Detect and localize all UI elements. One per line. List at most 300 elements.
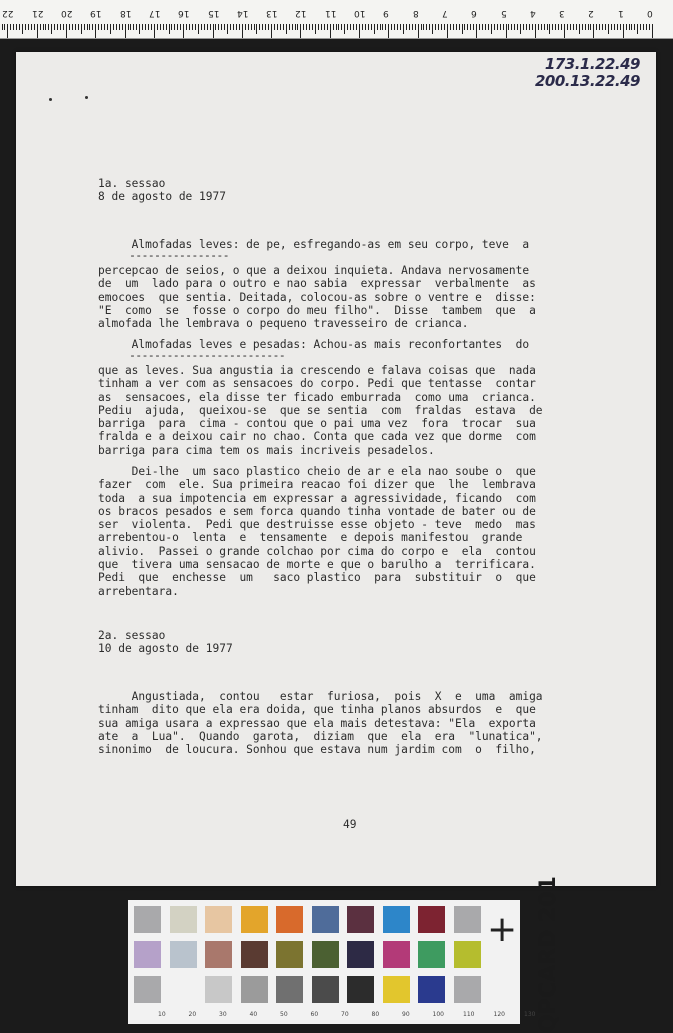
text-line: arrebentou-o lenta e tensamente e depois manifestou grande bbox=[98, 531, 523, 545]
ruler-tick bbox=[464, 24, 465, 30]
paragraph-1-heading: Almofadas leves: de pe, esfregando-as em seu corpo, teve a bbox=[98, 238, 530, 251]
ruler-tick bbox=[467, 24, 468, 30]
ruler-tick bbox=[429, 24, 430, 30]
ruler-number: 22 bbox=[2, 8, 14, 18]
ruler-tick bbox=[297, 24, 298, 30]
ruler-tick bbox=[549, 24, 550, 34]
ruler-tick bbox=[306, 24, 307, 30]
paragraph-2-body bbox=[98, 364, 543, 457]
paragraph-1-underline: ---------------- bbox=[98, 249, 229, 262]
ruler-tick bbox=[48, 24, 49, 30]
card-scale-number: 60 bbox=[310, 1011, 319, 1018]
color-swatch bbox=[276, 906, 303, 933]
ruler-tick bbox=[274, 24, 275, 30]
ruler-tick bbox=[312, 24, 313, 30]
ruler-tick bbox=[236, 24, 237, 30]
ruler-tick bbox=[218, 24, 219, 30]
ruler-tick bbox=[576, 24, 577, 30]
ruler-tick bbox=[145, 24, 146, 30]
ruler-number: 3 bbox=[559, 8, 565, 18]
ruler-tick bbox=[353, 24, 354, 30]
ruler-tick bbox=[450, 24, 451, 30]
ruler-tick bbox=[57, 24, 58, 30]
ruler-tick bbox=[564, 24, 565, 38]
ruler-tick bbox=[89, 24, 90, 30]
color-swatch bbox=[276, 976, 303, 1003]
ruler-tick bbox=[22, 24, 23, 34]
ruler-tick bbox=[148, 24, 149, 30]
ruler-number: 16 bbox=[178, 8, 190, 18]
text-line: Pediu ajuda, queixou-se que se sentia com fraldas estava de bbox=[98, 403, 543, 417]
ruler-tick bbox=[31, 24, 32, 30]
ruler-tick bbox=[186, 24, 187, 30]
color-swatch bbox=[454, 906, 481, 933]
ruler-tick bbox=[541, 24, 542, 30]
ruler-tick bbox=[421, 24, 422, 30]
ruler-tick bbox=[166, 24, 167, 30]
ruler-tick bbox=[503, 24, 504, 30]
text-line: ser violenta. Pedi que destruisse esse objeto - teve medo mas bbox=[98, 518, 536, 532]
ruler-tick bbox=[514, 24, 515, 30]
ruler-tick bbox=[151, 24, 152, 30]
text-line: toda a sua impotencia em expressar a agressividade, ficando com bbox=[98, 491, 536, 505]
ruler-number: 2 bbox=[588, 8, 595, 18]
document-page bbox=[16, 52, 656, 886]
ruler-tick bbox=[101, 24, 102, 30]
text-line: almofada lhe lembrava o pequeno travesseiro de crianca. bbox=[98, 317, 469, 331]
color-swatch bbox=[347, 976, 374, 1003]
ruler-tick bbox=[447, 24, 448, 38]
ruler-number: 10 bbox=[354, 8, 366, 18]
ruler-tick bbox=[177, 24, 178, 30]
color-swatch bbox=[454, 976, 481, 1003]
ruler-tick bbox=[506, 24, 507, 38]
ruler-tick bbox=[561, 24, 562, 30]
paragraph-2-heading: Almofadas leves e pesadas: Achou-as mais reconfortantes do bbox=[98, 338, 530, 351]
ruler-tick bbox=[330, 24, 331, 38]
ruler-tick bbox=[473, 24, 474, 30]
ruler-number: 20 bbox=[61, 8, 73, 18]
ruler-tick bbox=[154, 24, 155, 38]
ruler-tick bbox=[283, 24, 284, 30]
ruler-tick bbox=[119, 24, 120, 30]
handwritten-line-1: 173.1.22.49 bbox=[544, 55, 640, 73]
ruler-tick bbox=[593, 24, 594, 38]
color-swatch bbox=[383, 906, 410, 933]
ruler-tick bbox=[72, 24, 73, 30]
ruler-tick bbox=[303, 24, 304, 30]
ruler-tick bbox=[60, 24, 61, 30]
ruler-tick bbox=[233, 24, 234, 30]
ruler-tick bbox=[213, 24, 214, 38]
card-scale-number: 40 bbox=[249, 1011, 258, 1018]
text-line: sua amiga usara a expressao que ela mais detestava: "Ela exporta bbox=[98, 716, 536, 730]
ruler-tick bbox=[377, 24, 378, 30]
ruler-tick bbox=[380, 24, 381, 30]
ruler-tick bbox=[614, 24, 615, 30]
ruler-tick bbox=[470, 24, 471, 30]
ruler-tick bbox=[242, 24, 243, 38]
ruler-tick bbox=[292, 24, 293, 30]
ruler-number: 4 bbox=[529, 8, 536, 18]
text-line: barriga para cima - contou que o pai uma vez fora trocar sua bbox=[98, 417, 536, 431]
ruler-tick bbox=[37, 24, 38, 38]
ruler-tick bbox=[63, 24, 64, 30]
ruler-tick bbox=[78, 24, 79, 30]
ruler-tick bbox=[239, 24, 240, 30]
ruler-tick bbox=[130, 24, 131, 30]
card-scale-number: 110 bbox=[463, 1011, 475, 1018]
ruler-number: 8 bbox=[412, 8, 419, 18]
ruler-number: 11 bbox=[324, 8, 337, 18]
ruler-number: 17 bbox=[148, 8, 161, 18]
ruler-tick bbox=[646, 24, 647, 30]
ruler-tick bbox=[195, 24, 196, 30]
ruler-tick bbox=[327, 24, 328, 30]
ruler-tick bbox=[494, 24, 495, 30]
text-line: tinham a ver com as sensacoes do corpo. Pedi que tentasse contar bbox=[98, 377, 536, 391]
text-line: "E como se fosse o corpo do meu filho". Disse tambem que a bbox=[98, 303, 536, 317]
ruler-number: 5 bbox=[500, 8, 507, 18]
crosshair-plus-icon: + bbox=[487, 909, 518, 950]
text-line: alivio. Passei o grande colchao por cima do corpo e ela contou bbox=[98, 544, 536, 558]
paragraph-1-body bbox=[98, 264, 536, 330]
ruler-tick bbox=[309, 24, 310, 30]
ruler-tick bbox=[95, 24, 96, 38]
ruler-tick bbox=[142, 24, 143, 30]
ruler-tick bbox=[271, 24, 272, 38]
ruler-tick bbox=[347, 24, 348, 30]
paragraph-3-body bbox=[98, 465, 536, 598]
ruler-tick bbox=[133, 24, 134, 30]
ruler-tick bbox=[210, 24, 211, 30]
color-swatch bbox=[418, 976, 445, 1003]
ruler-tick bbox=[277, 24, 278, 30]
card-scale-number: 30 bbox=[219, 1011, 227, 1018]
ruler-tick bbox=[25, 24, 26, 30]
text-line: sinonimo de loucura. Sonhou que estava num jardim com o filho, bbox=[98, 743, 536, 757]
ruler-tick bbox=[7, 24, 8, 38]
ruler-tick bbox=[81, 24, 82, 34]
color-swatch bbox=[312, 906, 339, 933]
ruler-tick bbox=[599, 24, 600, 30]
ruler-tick bbox=[544, 24, 545, 30]
ruler-number: 6 bbox=[471, 8, 477, 18]
color-swatch bbox=[241, 976, 268, 1003]
ruler-tick bbox=[4, 24, 5, 30]
text-line: Dei-lhe um saco plastico cheio de ar e ela nao soube o que bbox=[98, 465, 536, 478]
ruler-tick bbox=[579, 24, 580, 34]
ruler-tick bbox=[511, 24, 512, 30]
ruler-tick bbox=[558, 24, 559, 30]
session-2-date: 10 de agosto de 1977 bbox=[98, 642, 233, 655]
ruler-tick bbox=[547, 24, 548, 30]
color-swatch bbox=[383, 976, 410, 1003]
ruler-tick bbox=[479, 24, 480, 30]
measuring-ruler bbox=[0, 0, 673, 39]
ruler-tick bbox=[34, 24, 35, 30]
ruler-tick bbox=[391, 24, 392, 30]
color-swatch bbox=[241, 941, 268, 968]
color-swatch bbox=[241, 906, 268, 933]
ruler-tick bbox=[139, 24, 140, 34]
color-swatch bbox=[170, 906, 197, 933]
ruler-tick bbox=[652, 24, 653, 38]
ruler-tick bbox=[19, 24, 20, 30]
ruler-tick bbox=[259, 24, 260, 30]
ruler-tick bbox=[338, 24, 339, 30]
card-scale-number: 50 bbox=[280, 1011, 288, 1018]
ruler-tick bbox=[631, 24, 632, 30]
ruler-tick bbox=[588, 24, 589, 30]
color-swatch bbox=[418, 906, 445, 933]
session-2-title: 2a. sessao bbox=[98, 629, 166, 642]
ruler-tick bbox=[183, 24, 184, 38]
ruler-tick bbox=[415, 24, 416, 30]
ruler-number: 0 bbox=[647, 8, 653, 18]
ruler-tick bbox=[570, 24, 571, 30]
ruler-tick bbox=[611, 24, 612, 30]
ruler-number: 9 bbox=[383, 8, 390, 18]
ruler-tick bbox=[385, 24, 386, 30]
ruler-tick bbox=[634, 24, 635, 30]
ruler-tick bbox=[438, 24, 439, 30]
ruler-tick bbox=[523, 24, 524, 30]
ruler-tick bbox=[180, 24, 181, 30]
ruler-tick bbox=[508, 24, 509, 30]
color-calibration-card bbox=[128, 900, 536, 1024]
color-swatch bbox=[383, 941, 410, 968]
ruler-number: 19 bbox=[90, 8, 102, 18]
ruler-tick bbox=[488, 24, 489, 30]
ruler-tick bbox=[356, 24, 357, 30]
ruler-tick bbox=[28, 24, 29, 30]
ruler-tick bbox=[350, 24, 351, 30]
color-swatch bbox=[170, 941, 197, 968]
ruler-tick bbox=[482, 24, 483, 30]
text-line: que as leves. Sua angustia ia crescendo e falava coisas que nada bbox=[98, 364, 536, 377]
ruler-tick bbox=[227, 24, 228, 34]
ruler-tick bbox=[268, 24, 269, 30]
ruler-tick bbox=[608, 24, 609, 34]
ruler-tick bbox=[382, 24, 383, 30]
ruler-number: 7 bbox=[441, 8, 448, 18]
ruler-tick bbox=[368, 24, 369, 30]
ruler-number: 18 bbox=[119, 8, 132, 18]
ruler-tick bbox=[403, 24, 404, 34]
ruler-tick bbox=[617, 24, 618, 30]
ruler-tick bbox=[171, 24, 172, 30]
text-line: fazer com ele. Sua primeira reacao foi dizer que lhe lembrava bbox=[98, 478, 536, 492]
card-scale-number: 90 bbox=[402, 1011, 410, 1018]
ruler-tick bbox=[596, 24, 597, 30]
ruler-tick bbox=[43, 24, 44, 30]
handwritten-annotation bbox=[535, 56, 640, 90]
ruler-tick bbox=[341, 24, 342, 30]
card-scale-number: 130 bbox=[524, 1011, 536, 1018]
ruler-tick bbox=[92, 24, 93, 30]
ruler-tick bbox=[453, 24, 454, 30]
ruler-tick bbox=[388, 24, 389, 38]
text-line: de um lado para o outro e nao sabia expressar verbalmente as bbox=[98, 277, 536, 291]
color-swatch bbox=[205, 906, 232, 933]
ruler-tick bbox=[359, 24, 360, 38]
ruler-tick bbox=[221, 24, 222, 30]
ruler-tick bbox=[529, 24, 530, 30]
ruler-tick bbox=[254, 24, 255, 30]
ruler-tick bbox=[497, 24, 498, 30]
card-brand-label: QPCARD 201 bbox=[535, 876, 561, 1033]
color-swatch bbox=[347, 906, 374, 933]
ruler-tick bbox=[174, 24, 175, 30]
ruler-tick bbox=[265, 24, 266, 30]
ruler-tick bbox=[315, 24, 316, 34]
ruler-tick bbox=[245, 24, 246, 30]
color-swatch bbox=[134, 906, 161, 933]
color-swatch bbox=[347, 941, 374, 968]
ruler-tick bbox=[204, 24, 205, 30]
ruler-tick bbox=[189, 24, 190, 30]
ruler-tick bbox=[620, 24, 621, 30]
ruler-tick bbox=[13, 24, 14, 30]
session-1-date: 8 de agosto de 1977 bbox=[98, 190, 226, 203]
ruler-tick bbox=[605, 24, 606, 30]
ruler-tick bbox=[54, 24, 55, 30]
ruler-tick bbox=[125, 24, 126, 38]
ruler-tick bbox=[397, 24, 398, 30]
ruler-number: 21 bbox=[31, 8, 44, 18]
ruler-tick bbox=[585, 24, 586, 30]
page-number: 49 bbox=[343, 818, 357, 831]
ruler-tick bbox=[365, 24, 366, 30]
ruler-number: 12 bbox=[295, 8, 307, 18]
paragraph-4-body bbox=[98, 690, 543, 756]
ruler-tick bbox=[45, 24, 46, 30]
ruler-tick bbox=[128, 24, 129, 30]
ruler-tick bbox=[456, 24, 457, 30]
ruler-tick bbox=[295, 24, 296, 30]
text-line: que tivera uma sensacao de morte e que o barulho a terrificara. bbox=[98, 558, 536, 572]
ruler-tick bbox=[459, 24, 460, 30]
ruler-tick bbox=[629, 24, 630, 30]
ruler-tick bbox=[462, 24, 463, 34]
ruler-tick bbox=[640, 24, 641, 30]
text-line: fralda e a deixou cair no chao. Conta que cada vez que dorme com bbox=[98, 430, 536, 444]
color-swatch bbox=[312, 976, 339, 1003]
card-scale-number: 10 bbox=[158, 1011, 166, 1018]
ruler-tick bbox=[84, 24, 85, 30]
ruler-tick bbox=[107, 24, 108, 30]
ruler-tick bbox=[623, 24, 624, 38]
ruler-tick bbox=[423, 24, 424, 30]
text-line: arrebentara. bbox=[98, 584, 179, 598]
ruler-tick bbox=[207, 24, 208, 30]
color-swatch bbox=[454, 941, 481, 968]
color-swatch bbox=[134, 976, 161, 1003]
ruler-tick bbox=[157, 24, 158, 30]
ruler-tick bbox=[394, 24, 395, 30]
ruler-tick bbox=[336, 24, 337, 30]
card-scale-number: 100 bbox=[432, 1011, 444, 1018]
ruler-tick bbox=[122, 24, 123, 30]
ruler-tick bbox=[444, 24, 445, 30]
ruler-tick bbox=[441, 24, 442, 30]
ruler-tick bbox=[87, 24, 88, 30]
text-line: os bracos pesados e sem forca quando tinha vontade de bater ou de bbox=[98, 504, 536, 518]
ruler-tick bbox=[526, 24, 527, 30]
card-scale-number: 20 bbox=[188, 1011, 197, 1018]
color-swatch bbox=[205, 976, 232, 1003]
ruler-tick bbox=[400, 24, 401, 30]
ruler-tick bbox=[16, 24, 17, 30]
ruler-tick bbox=[230, 24, 231, 30]
color-swatch bbox=[205, 941, 232, 968]
ruler-tick bbox=[409, 24, 410, 30]
card-scale-number: 70 bbox=[341, 1011, 349, 1018]
ruler-number: 1 bbox=[617, 8, 624, 18]
ruler-tick bbox=[520, 24, 521, 34]
ruler-tick bbox=[110, 24, 111, 34]
ruler-tick bbox=[602, 24, 603, 30]
ruler-tick bbox=[256, 24, 257, 34]
text-line: ate a Lua". Quando garota, diziam que ela era "lunatica", bbox=[98, 729, 543, 743]
ruler-tick bbox=[321, 24, 322, 30]
ruler-tick bbox=[637, 24, 638, 34]
ruler-number: 14 bbox=[236, 8, 249, 18]
ruler-tick bbox=[201, 24, 202, 30]
ruler-tick bbox=[280, 24, 281, 30]
ruler-tick bbox=[649, 24, 650, 30]
ruler-tick bbox=[98, 24, 99, 30]
ruler-tick bbox=[248, 24, 249, 30]
text-line: as sensacoes, ela disse ter ficado emburrada como uma crianca. bbox=[98, 390, 536, 404]
card-scale-number: 80 bbox=[371, 1011, 380, 1018]
ruler-tick bbox=[333, 24, 334, 30]
ruler-tick bbox=[371, 24, 372, 30]
ruler-tick bbox=[418, 24, 419, 38]
text-line: Angustiada, contou estar furiosa, pois X e uma amiga bbox=[98, 690, 543, 703]
ruler-tick bbox=[40, 24, 41, 30]
ruler-tick bbox=[113, 24, 114, 30]
color-swatch bbox=[170, 976, 197, 1003]
ruler-tick bbox=[344, 24, 345, 34]
ruler-tick bbox=[163, 24, 164, 30]
color-swatch bbox=[312, 941, 339, 968]
ruler-tick bbox=[435, 24, 436, 30]
ruler-number: 13 bbox=[266, 8, 278, 18]
ruler-tick bbox=[406, 24, 407, 30]
speck-mark bbox=[85, 96, 88, 99]
ruler-tick bbox=[2, 24, 3, 30]
ruler-tick bbox=[136, 24, 137, 30]
card-scale bbox=[128, 1010, 536, 1024]
color-swatch bbox=[134, 941, 161, 968]
handwritten-line-2: 200.13.22.49 bbox=[534, 72, 640, 90]
ruler-tick bbox=[75, 24, 76, 30]
ruler-tick bbox=[169, 24, 170, 34]
ruler-tick bbox=[318, 24, 319, 30]
ruler-tick bbox=[262, 24, 263, 30]
ruler-tick bbox=[590, 24, 591, 30]
ruler-tick bbox=[224, 24, 225, 30]
ruler-tick bbox=[215, 24, 216, 30]
ruler-tick bbox=[643, 24, 644, 30]
ruler-tick bbox=[567, 24, 568, 30]
card-scale-number: 120 bbox=[493, 1011, 505, 1018]
paragraph-2-underline: ------------------------- bbox=[98, 349, 286, 362]
ruler-tick bbox=[582, 24, 583, 30]
text-line: emocoes que sentia. Deitada, colocou-as sobre o ventre e disse: bbox=[98, 290, 536, 304]
